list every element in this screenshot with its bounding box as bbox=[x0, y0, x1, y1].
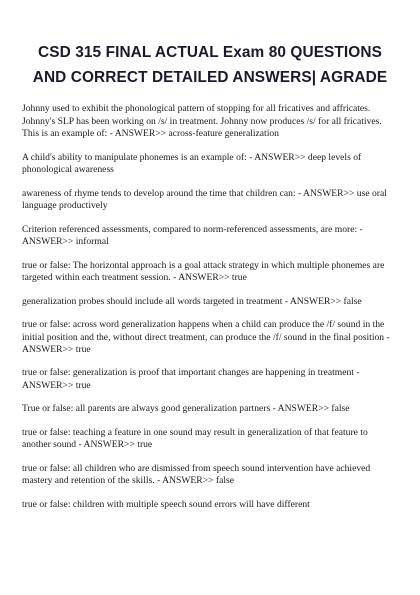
question-answer-list bbox=[22, 103, 398, 511]
qa-item: true or false: all children who are dismissed from speech sound intervention have achieved mastery and retention of the skills. - ANSWER>> false bbox=[22, 462, 371, 487]
qa-item: Johnny used to exhibit the phonological pattern of stopping for all fricatives and affricates. Johnny's SLP has been working on /s/ in treatment. Johnny now produces /s/ for all fricatives. This is an example of: - ANSWER>> across-feature generalization bbox=[22, 103, 382, 140]
qa-item: A child's ability to manipulate phonemes is an example of: - ANSWER>> deep levels of phonological awareness bbox=[22, 151, 362, 176]
qa-item: awareness of rhyme tends to develop around the time that children can: - ANSWER>> use oral language productively bbox=[22, 187, 387, 212]
qa-item: true or false: children with multiple speech sound errors will have different bbox=[22, 498, 310, 510]
qa-item: true or false: teaching a feature in one sound may result in generalization of that feature to another sound - ANSWER>> true bbox=[22, 426, 368, 451]
qa-item: True or false: all parents are always good generalization partners - ANSWER>> false bbox=[22, 403, 350, 415]
document-title: CSD 315 FINAL ACTUAL Exam 80 QUESTIONS AND CORRECT DETAILED ANSWERS| AGRADE bbox=[32, 44, 388, 86]
qa-item: Criterion referenced assessments, compared to norm-referenced assessments, are more: - ANSWER>> informal bbox=[22, 223, 363, 248]
qa-item: generalization probes should include all words targeted in treatment - ANSWER>> false bbox=[22, 295, 362, 307]
qa-item: true or false: generalization is proof that important changes are happening in treatment - ANSWER>> true bbox=[22, 367, 360, 392]
qa-item: true or false: The horizontal approach is a goal attack strategy in which multiple phonemes are targeted within each treatment session. - ANSWER>> true bbox=[22, 259, 385, 284]
qa-item: true or false: across word generalization happens when a child can produce the /f/ sound in the initial position and the, without direct treatment, can produce the /f/ sound in the final position - ANSWER>> true bbox=[22, 318, 390, 356]
